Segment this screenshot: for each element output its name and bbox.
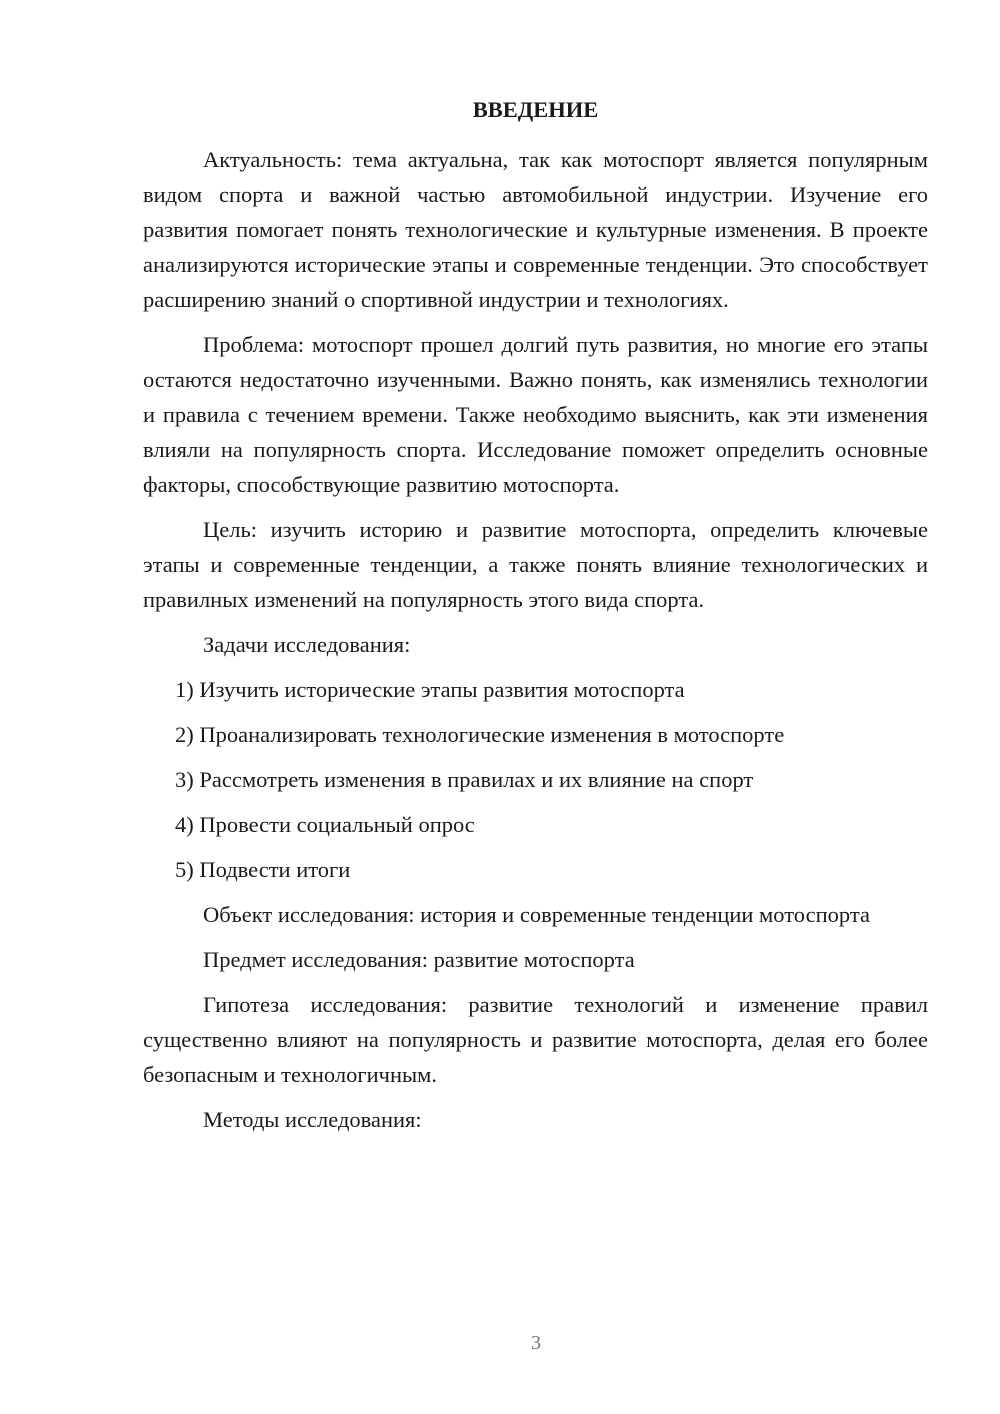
subject-paragraph: Предмет исследования: развитие мотоспорта xyxy=(203,947,635,972)
tasks-label: Задачи исследования: xyxy=(203,632,411,657)
hypothesis-paragraph: Гипотеза исследования: развитие технологий и изменение правил существенно влияют на популярность и развитие мотоспорта, делая его более безопасным и технологичным. xyxy=(143,992,928,1087)
list-item: 1) Изучить исторические этапы развития мотоспорта xyxy=(175,677,685,702)
object-paragraph: Объект исследования: история и современные тенденции мотоспорта xyxy=(203,902,870,927)
goal-paragraph: Цель: изучить историю и развитие мотоспорта, определить ключевые этапы и современные тенденции, а также понять влияние технологических и правилных изменений на популярность этого вида спорта. xyxy=(143,517,928,612)
document-page xyxy=(143,92,928,1147)
methods-label: Методы исследования: xyxy=(203,1107,422,1132)
tasks-list xyxy=(143,672,928,887)
problem-paragraph: Проблема: мотоспорт прошел долгий путь развития, но многие его этапы остаются недостаточно изученными. Важно понять, как изменялись технологии и правила с течением времени. Также необходимо выяснить, как эти изменения влияли на популярность спорта. Исследование поможет определить основные факторы, способствующие развитию мотоспорта. xyxy=(143,332,928,497)
relevance-paragraph: Актуальность: тема актуальна, так как мотоспорт является популярным видом спорта и важной частью автомобильной индустрии. Изучение его развития помогает понять технологические и культурные изменения. В проекте анализируются исторические этапы и современные тенденции. Это способствует расширению знаний о спортивной индустрии и технологиях. xyxy=(143,147,928,312)
page-number: 3 xyxy=(531,1332,541,1354)
list-item: 3) Рассмотреть изменения в правилах и их влияние на спорт xyxy=(175,767,754,792)
section-heading: ВВЕДЕНИЕ xyxy=(472,97,599,122)
list-item: 2) Проанализировать технологические изменения в мотоспорте xyxy=(175,722,785,747)
list-item: 4) Провести социальный опрос xyxy=(175,812,475,837)
list-item: 5) Подвести итоги xyxy=(175,857,351,882)
